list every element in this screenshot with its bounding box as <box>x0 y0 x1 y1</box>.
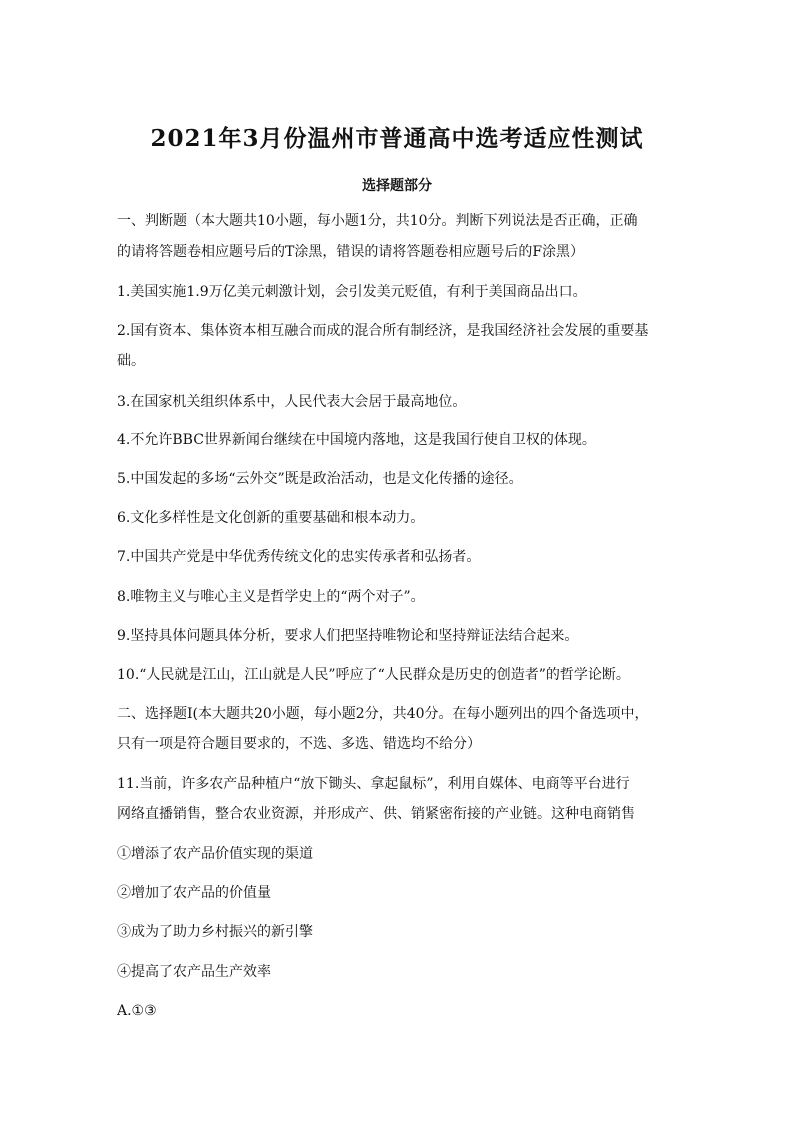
question-6: 6.文化多样性是文化创新的重要基础和根本动力。 <box>117 510 425 526</box>
question-9: 9.坚持具体问题具体分析，要求人们把坚持唯物论和坚持辩证法结合起来。 <box>117 628 579 644</box>
question-10: 10.“人民就是江山，江山就是人民”呼应了“人民群众是历史的创造者”的哲学论断。 <box>117 667 630 683</box>
answer-choice-a: A.①③ <box>117 1003 157 1019</box>
option-1: ①增添了农产品价值实现的渠道 <box>117 846 313 862</box>
question-11-line1: 11.当前，许多农产品种植户“放下锄头、拿起鼠标”，利用自媒体、电商等平台进行 <box>117 776 630 792</box>
section-heading: 选择题部分 <box>362 178 432 194</box>
question-8: 8.唯物主义与唯心主义是哲学史上的“两个对子”。 <box>117 589 425 605</box>
part1-intro-line2: 的请将答题卷相应题号后的T涂黑，错误的请将答题卷相应题号后的F涂黑） <box>117 244 585 260</box>
question-5: 5.中国发起的多场“云外交”既是政治活动，也是文化传播的途径。 <box>117 471 523 487</box>
part2-intro-line1: 二、选择题Ⅰ(本大题共20小题，每小题2分，共40分。在每小题列出的四个备选项中， <box>117 706 649 722</box>
option-3: ③成为了助力乡村振兴的新引擎 <box>117 924 313 940</box>
part1-intro-line1: 一、判断题（本大题共10小题，每小题1分，共10分。判断下列说法是否正确，正确 <box>117 213 638 229</box>
question-2-line1: 2.国有资本、集体资本相互融合而成的混合所有制经济，是我国经济社会发展的重要基 <box>117 323 649 339</box>
question-3: 3.在国家机关组织体系中，人民代表大会居于最高地位。 <box>117 394 467 410</box>
question-2-line2: 础。 <box>117 353 145 369</box>
question-1: 1.美国实施1.9万亿美元刺激计划，会引发美元贬值，有利于美国商品出口。 <box>117 284 587 300</box>
question-7: 7.中国共产党是中华优秀传统文化的忠实传承者和弘扬者。 <box>117 549 481 565</box>
option-4: ④提高了农产品生产效率 <box>117 964 271 980</box>
question-4: 4.不允许BBC世界新闻台继续在中国境内落地，这是我国行使自卫权的体现。 <box>117 432 596 448</box>
option-2: ②增加了农产品的价值量 <box>117 885 271 901</box>
exam-title: 2021年3月份温州市普通高中选考适应性测试 <box>150 125 644 152</box>
question-11-line2: 网络直播销售，整合农业资源，并形成产、供、销紧密衔接的产业链。这种电商销售 <box>117 806 635 822</box>
part2-intro-line2: 只有一项是符合题目要求的，不选、多选、错选均不给分） <box>117 736 481 752</box>
